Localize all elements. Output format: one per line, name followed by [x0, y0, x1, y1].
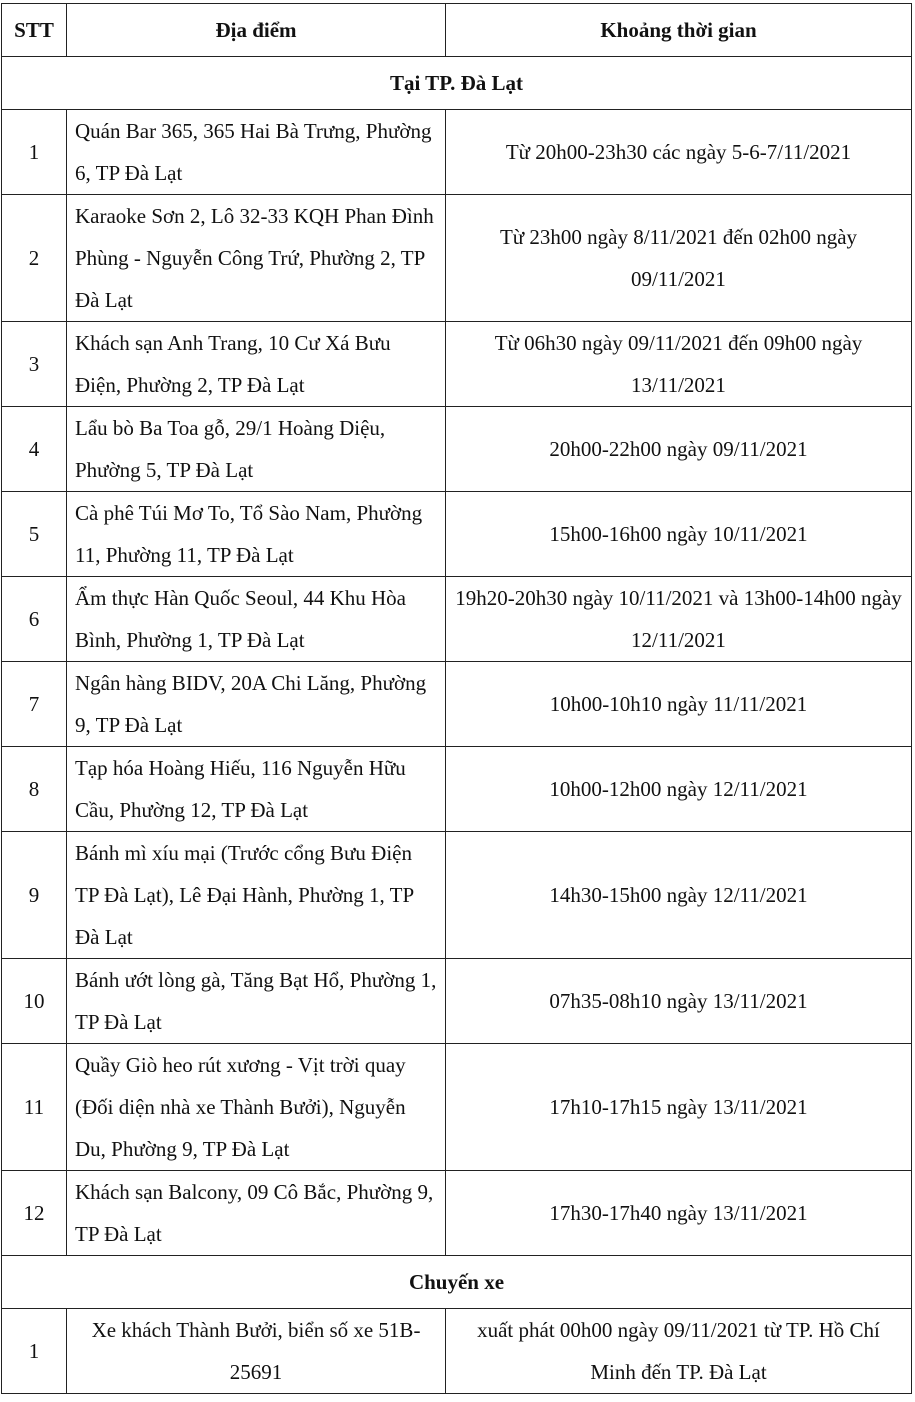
row-stt: 10	[2, 959, 67, 1044]
table-row	[2, 1309, 912, 1394]
row-stt: 1	[2, 110, 67, 195]
row-location: Quầy Giò heo rút xương - Vịt trời quay (Đối diện nhà xe Thành Bưởi), Nguyễn Du, Phường 9, TP Đà Lạt	[67, 1044, 446, 1171]
table-row	[2, 577, 912, 662]
row-location: Khách sạn Anh Trang, 10 Cư Xá Bưu Điện, Phường 2, TP Đà Lạt	[67, 322, 446, 407]
row-time: 20h00-22h00 ngày 09/11/2021	[446, 407, 912, 492]
row-stt: 12	[2, 1171, 67, 1256]
row-time: Từ 20h00-23h30 các ngày 5-6-7/11/2021	[446, 110, 912, 195]
row-time: 10h00-10h10 ngày 11/11/2021	[446, 662, 912, 747]
table-row	[2, 747, 912, 832]
row-time: Từ 23h00 ngày 8/11/2021 đến 02h00 ngày 09/11/2021	[446, 195, 912, 322]
row-stt: 5	[2, 492, 67, 577]
row-location: Bánh ướt lòng gà, Tăng Bạt Hổ, Phường 1, TP Đà Lạt	[67, 959, 446, 1044]
row-time: 19h20-20h30 ngày 10/11/2021 và 13h00-14h00 ngày 12/11/2021	[446, 577, 912, 662]
row-location: Ẩm thực Hàn Quốc Seoul, 44 Khu Hòa Bình, Phường 1, TP Đà Lạt	[67, 577, 446, 662]
row-time: 17h10-17h15 ngày 13/11/2021	[446, 1044, 912, 1171]
table-header-row	[2, 4, 912, 57]
row-time: 07h35-08h10 ngày 13/11/2021	[446, 959, 912, 1044]
row-location: Quán Bar 365, 365 Hai Bà Trưng, Phường 6, TP Đà Lạt	[67, 110, 446, 195]
header-location: Địa điểm	[67, 4, 446, 57]
header-stt: STT	[2, 4, 67, 57]
row-location: Ngân hàng BIDV, 20A Chi Lăng, Phường 9, TP Đà Lạt	[67, 662, 446, 747]
exposure-locations-table	[1, 3, 912, 1394]
section-row-bus	[2, 1256, 912, 1309]
row-stt: 11	[2, 1044, 67, 1171]
row-location: Lẩu bò Ba Toa gỗ, 29/1 Hoàng Diệu, Phường 5, TP Đà Lạt	[67, 407, 446, 492]
row-stt: 8	[2, 747, 67, 832]
row-stt: 4	[2, 407, 67, 492]
row-location: Cà phê Túi Mơ To, Tổ Sào Nam, Phường 11, Phường 11, TP Đà Lạt	[67, 492, 446, 577]
row-stt: 7	[2, 662, 67, 747]
table-row	[2, 832, 912, 959]
row-time: 17h30-17h40 ngày 13/11/2021	[446, 1171, 912, 1256]
table-row	[2, 492, 912, 577]
table-row	[2, 110, 912, 195]
bus-row-time: xuất phát 00h00 ngày 09/11/2021 từ TP. Hồ Chí Minh đến TP. Đà Lạt	[446, 1309, 912, 1394]
row-location: Karaoke Sơn 2, Lô 32-33 KQH Phan Đình Phùng - Nguyễn Công Trứ, Phường 2, TP Đà Lạt	[67, 195, 446, 322]
row-stt: 6	[2, 577, 67, 662]
row-stt: 3	[2, 322, 67, 407]
table-row	[2, 959, 912, 1044]
row-time: Từ 06h30 ngày 09/11/2021 đến 09h00 ngày 13/11/2021	[446, 322, 912, 407]
section-title-dalat: Tại TP. Đà Lạt	[2, 57, 912, 110]
table-row	[2, 662, 912, 747]
table-row	[2, 322, 912, 407]
row-time: 10h00-12h00 ngày 12/11/2021	[446, 747, 912, 832]
table-row	[2, 195, 912, 322]
bus-row-stt: 1	[2, 1309, 67, 1394]
bus-row-location: Xe khách Thành Bưởi, biển số xe 51B-25691	[67, 1309, 446, 1394]
row-stt: 9	[2, 832, 67, 959]
section-row-dalat	[2, 57, 912, 110]
header-time: Khoảng thời gian	[446, 4, 912, 57]
row-time: 15h00-16h00 ngày 10/11/2021	[446, 492, 912, 577]
row-location: Bánh mì xíu mại (Trước cổng Bưu Điện TP Đà Lạt), Lê Đại Hành, Phường 1, TP Đà Lạt	[67, 832, 446, 959]
section-title-bus: Chuyến xe	[2, 1256, 912, 1309]
table-row	[2, 407, 912, 492]
row-location: Tạp hóa Hoàng Hiếu, 116 Nguyễn Hữu Cầu, Phường 12, TP Đà Lạt	[67, 747, 446, 832]
table-row	[2, 1044, 912, 1171]
row-time: 14h30-15h00 ngày 12/11/2021	[446, 832, 912, 959]
row-stt: 2	[2, 195, 67, 322]
row-location: Khách sạn Balcony, 09 Cô Bắc, Phường 9, TP Đà Lạt	[67, 1171, 446, 1256]
table-row	[2, 1171, 912, 1256]
